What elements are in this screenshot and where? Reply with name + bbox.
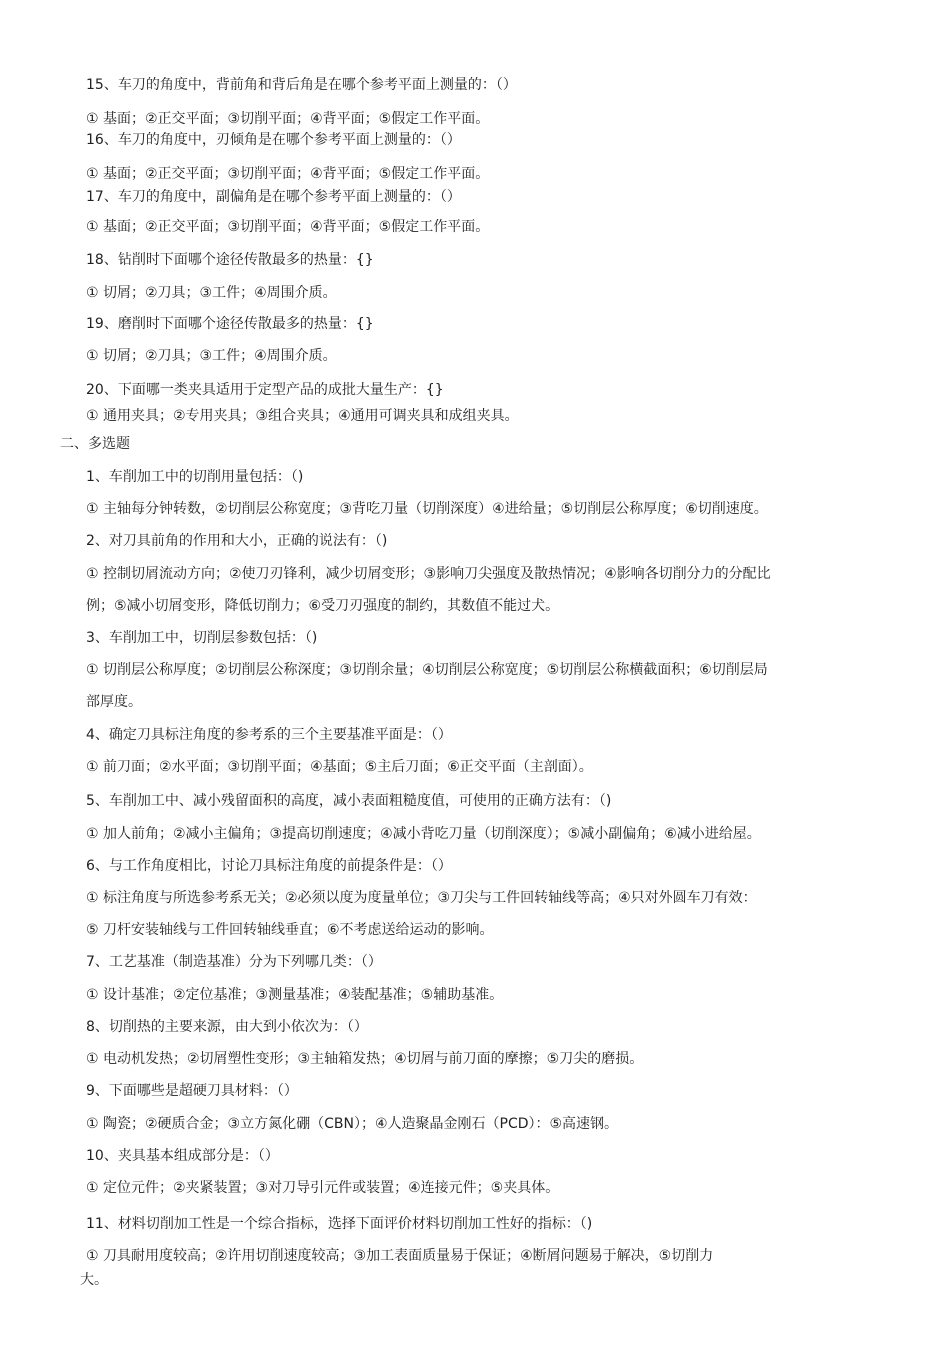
mc-options-11-line-1: ① 刀具耐用度较高；②许用切削速度较高；③加工表面质量易于保证；④断屑问题易于解决，⑤切削力 bbox=[86, 1248, 714, 1264]
question-15: 15、车刀的角度中，背前角和背后角是在哪个参考平面上测量的：（） bbox=[86, 77, 517, 93]
mc-question-9: 9、下面哪些是超硬刀具材料：（） bbox=[86, 1083, 298, 1099]
mc-question-2: 2、对刀具前角的作用和大小，正确的说法有：（) bbox=[86, 533, 388, 549]
mc-options-6-line-2: ⑤ 刀杆安装轴线与工件回转轴线垂直；⑥不考虑送给运动的影响。 bbox=[86, 922, 494, 938]
mc-question-1: 1、车削加工中的切削用量包括：（) bbox=[86, 469, 304, 485]
options-15: ① 基面；②正交平面；③切削平面；④背平面；⑤假定工作平面。 bbox=[86, 111, 490, 127]
mc-options-4: ① 前刀面；②水平面；③切削平面；④基面；⑤主后刀面；⑥正交平面（主剖面）。 bbox=[86, 759, 593, 775]
mc-options-8: ① 电动机发热；②切屑塑性变形；③主轴箱发热；④切屑与前刀面的摩擦；⑤刀尖的磨损。 bbox=[86, 1051, 644, 1067]
mc-options-1: ① 主轴每分钟转数，②切削层公称宽度；③背吃刀量（切削深度）④进给量；⑤切削层公称厚度；⑥切削速度。 bbox=[86, 501, 768, 517]
mc-options-2-line-1: ① 控制切屑流动方向；②使刀刃锋利，减少切屑变形；③影响刀尖强度及散热情况；④影响各切削分力的分配比 bbox=[86, 566, 771, 582]
section-heading-multiple-choice: 二、多选题 bbox=[60, 436, 130, 452]
mc-question-7: 7、工艺基准（制造基准）分为下列哪几类：（） bbox=[86, 954, 382, 970]
mc-question-10: 10、夹具基本组成部分是：（） bbox=[86, 1148, 279, 1164]
mc-question-8: 8、切削热的主要来源，由大到小依次为：（） bbox=[86, 1019, 368, 1035]
mc-options-6-line-1: ① 标注角度与所选参考系无关；②必须以度为度量单位；③刀尖与工件回转轴线等高；④只对外圆车刀有效： bbox=[86, 890, 757, 906]
options-20: ① 通用夹具；②专用夹具；③组合夹具；④通用可调夹具和成组夹具。 bbox=[86, 408, 519, 424]
question-16: 16、车刀的角度中，刃倾角是在哪个参考平面上测量的：（） bbox=[86, 132, 461, 148]
question-19: 19、磨削时下面哪个途径传散最多的热量：{} bbox=[86, 316, 374, 332]
mc-question-6: 6、与工作角度相比，讨论刀具标注角度的前提条件是：（） bbox=[86, 858, 452, 874]
mc-options-9: ① 陶瓷；②硬质合金；③立方氮化硼（CBN）；④人造聚晶金刚石（PCD）：⑤高速钢。 bbox=[86, 1116, 619, 1132]
mc-question-5: 5、车削加工中、减小残留面积的高度，减小表面粗糙度值，可使用的正确方法有：（) bbox=[86, 793, 612, 809]
question-18: 18、钻削时下面哪个途径传散最多的热量：{} bbox=[86, 252, 374, 268]
mc-options-7: ① 设计基准；②定位基准；③测量基准；④装配基准；⑤辅助基准。 bbox=[86, 987, 504, 1003]
options-18: ① 切屑；②刀具；③工件；④周围介质。 bbox=[86, 285, 337, 301]
mc-question-11: 11、材料切削加工性是一个综合指标，选择下面评价材料切削加工性好的指标：（) bbox=[86, 1216, 593, 1232]
mc-question-3: 3、车削加工中，切削层参数包括：（) bbox=[86, 630, 318, 646]
question-20: 20、下面哪一类夹具适用于定型产品的成批大量生产：{} bbox=[86, 382, 444, 398]
mc-question-4: 4、确定刀具标注角度的参考系的三个主要基准平面是：（） bbox=[86, 727, 452, 743]
mc-options-11-line-2: 大。 bbox=[80, 1272, 108, 1288]
options-16: ① 基面；②正交平面；③切削平面；④背平面；⑤假定工作平面。 bbox=[86, 166, 490, 182]
mc-options-3-line-2: 部厚度。 bbox=[86, 694, 142, 710]
mc-options-10: ① 定位元件；②夹紧装置；③对刀导引元件或装置；④连接元件；⑤夹具体。 bbox=[86, 1180, 560, 1196]
mc-options-5: ① 加人前角；②减小主偏角；③提高切削速度；④减小背吃刀量（切削深度）；⑤减小副偏角；⑥减小进给屋。 bbox=[86, 826, 761, 842]
options-19: ① 切屑；②刀具；③工件；④周围介质。 bbox=[86, 348, 337, 364]
mc-options-3-line-1: ① 切削层公称厚度；②切削层公称深度；③切削余量；④切削层公称宽度；⑤切削层公称横截面积；⑥切削层局 bbox=[86, 662, 768, 678]
options-17: ① 基面；②正交平面；③切削平面；④背平面；⑤假定工作平面。 bbox=[86, 219, 490, 235]
question-17: 17、车刀的角度中，副偏角是在哪个参考平面上测量的：（） bbox=[86, 189, 461, 205]
mc-options-2-line-2: 例；⑤减小切屑变形，降低切削力；⑥受刀刃强度的制约，其数值不能过犬。 bbox=[86, 598, 560, 614]
